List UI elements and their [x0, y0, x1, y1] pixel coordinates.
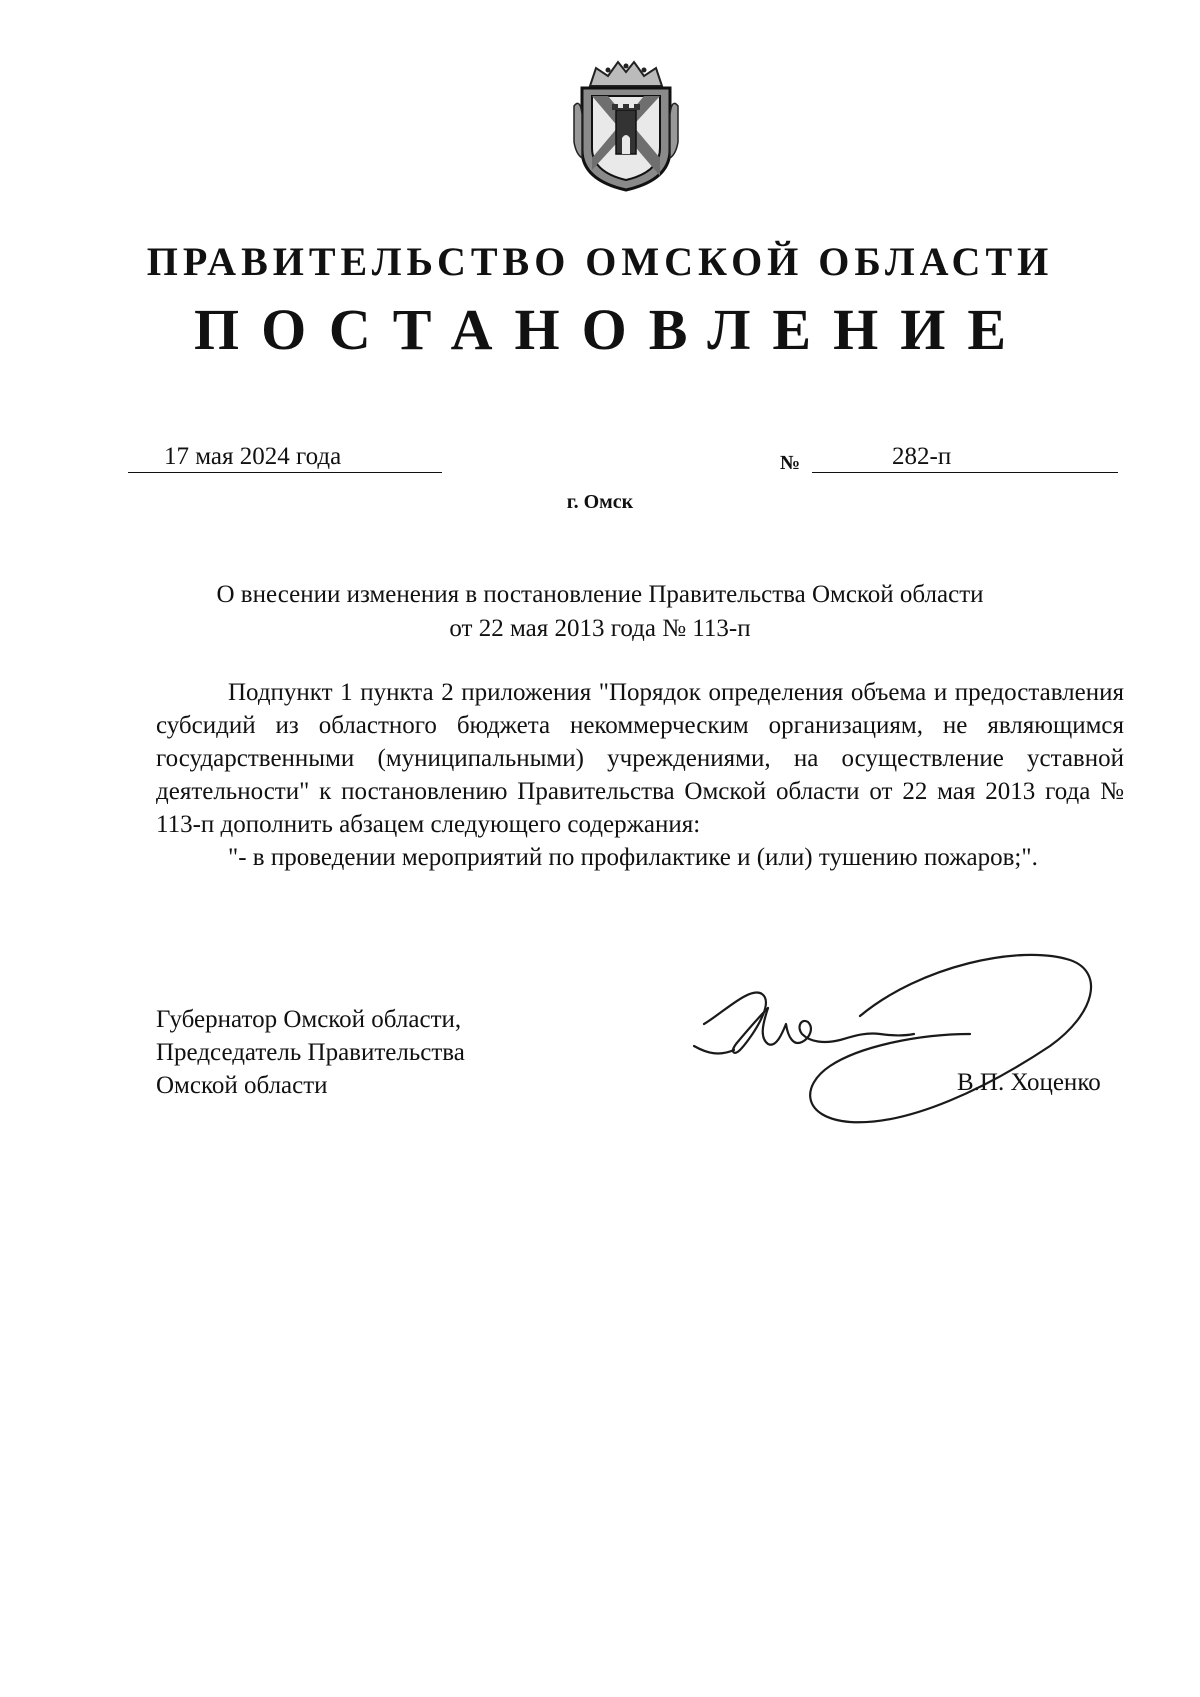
signer-position-line-1: Губернатор Омской области,	[156, 1006, 462, 1033]
document-subject	[0, 578, 1200, 646]
document-type-title: ПОСТАНОВЛЕНИЕ	[193, 297, 1029, 362]
omsk-coat-of-arms-icon	[568, 58, 684, 194]
signer-position-line-2: Председатель Правительства	[156, 1039, 465, 1066]
handwritten-signature-icon	[690, 946, 1110, 1161]
organization-title: ПРАВИТЕЛЬСТВО ОМСКОЙ ОБЛАСТИ	[146, 239, 1054, 284]
subject-line-2: от 22 мая 2013 года № 113-п	[449, 615, 751, 642]
subject-line-1: О внесении изменения в постановление Правительства Омской области	[216, 581, 984, 608]
document-body	[156, 676, 1124, 874]
number-field	[812, 440, 1118, 473]
document-number: 282-п	[892, 443, 952, 470]
city-label: г. Омск	[566, 491, 634, 513]
signer-position	[156, 1003, 465, 1102]
number-sign: №	[780, 452, 801, 474]
document-date: 17 мая 2024 года	[164, 443, 342, 470]
body-paragraph-1: Подпункт 1 пункта 2 приложения "Порядок определения объема и предоставления субсидий из областного бюджета некоммерческим организациям, не являющимся государственными (муниципальными) учреждениями, на осуществление уставной деятельности" к постановлению Правительства Омской области от 22 мая 2013 года № 113-п дополнить абзацем следующего содержания:	[156, 679, 1124, 838]
signer-position-line-3: Омской области	[156, 1072, 328, 1099]
date-field	[128, 440, 442, 473]
body-paragraph-2: "- в проведении мероприятий по профилактике и (или) тушению пожаров;".	[228, 844, 1038, 871]
signer-name: В.П. Хоценко	[957, 1069, 1101, 1096]
